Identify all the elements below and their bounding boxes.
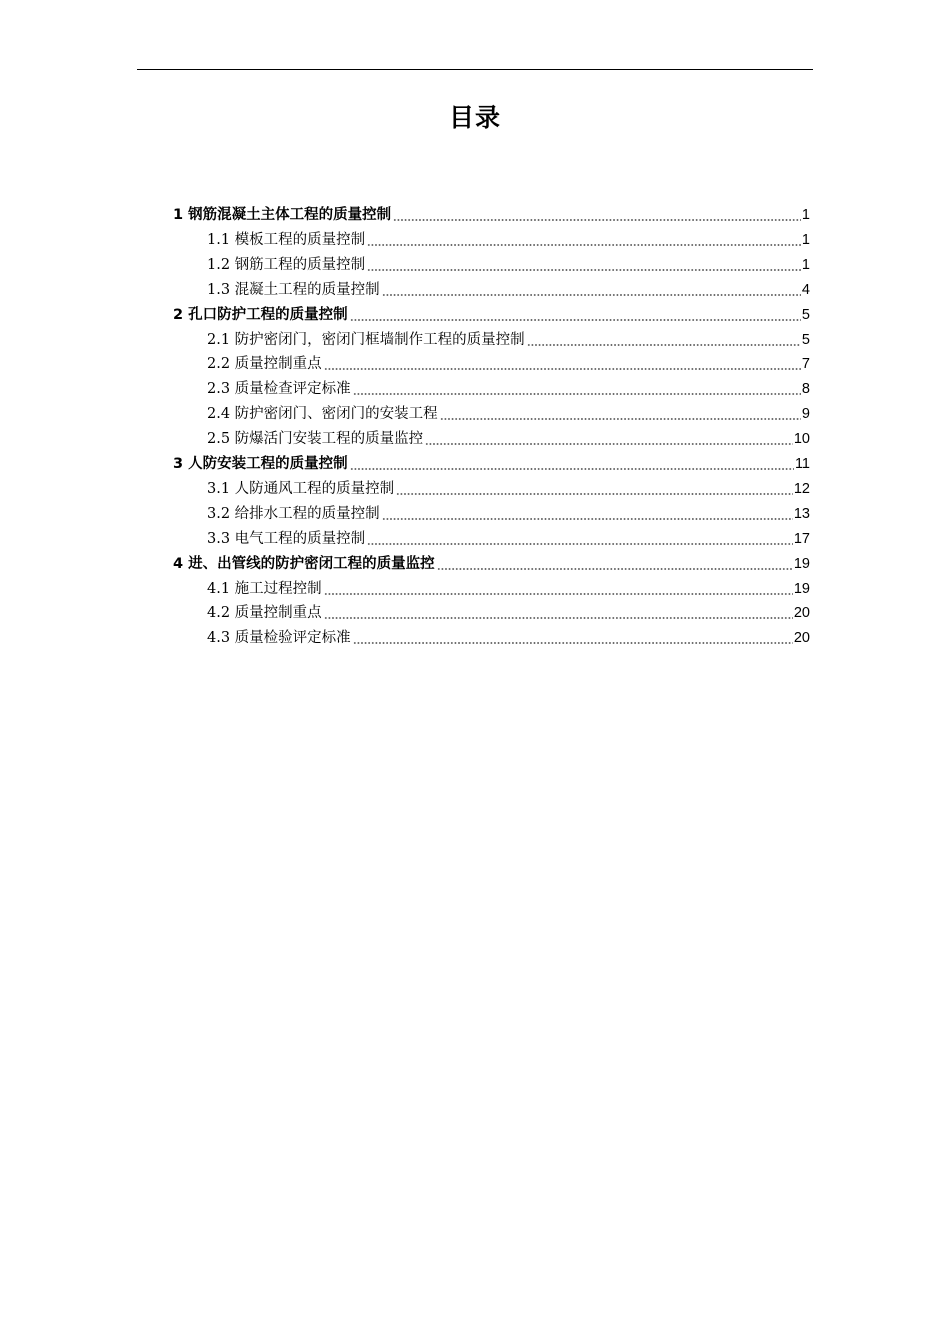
toc-dot-leader xyxy=(396,493,793,495)
toc-chapter-entry[interactable] xyxy=(173,300,810,325)
toc-section-entry[interactable] xyxy=(207,374,810,399)
toc-dot-leader xyxy=(350,319,801,321)
toc-section-entry[interactable] xyxy=(207,499,810,524)
toc-section-entry[interactable] xyxy=(207,574,810,599)
toc-entry-title: 3 人防安装工程的质量控制 xyxy=(173,456,348,472)
toc-dot-leader xyxy=(393,219,801,221)
toc-dot-leader xyxy=(324,593,793,595)
toc-page-number: 11 xyxy=(794,456,810,472)
toc-entry-title: 3.3 电气工程的质量控制 xyxy=(207,530,366,547)
toc-entry-title: 1.1 模板工程的质量控制 xyxy=(207,231,366,248)
toc-dot-leader xyxy=(353,393,801,395)
toc-chapter-entry[interactable] xyxy=(173,200,810,225)
toc-page-number: 20 xyxy=(793,630,810,647)
toc-section-entry[interactable] xyxy=(207,250,810,275)
toc-entry-title: 2.2 质量控制重点 xyxy=(207,356,322,373)
toc-page-number: 1 xyxy=(801,256,810,273)
toc-dot-leader xyxy=(440,418,801,420)
toc-dot-leader xyxy=(382,294,801,296)
toc-dot-leader xyxy=(324,617,793,619)
toc-entry-title: 4.2 质量控制重点 xyxy=(207,605,322,622)
toc-page-number: 5 xyxy=(801,331,810,348)
toc-page-number: 13 xyxy=(793,505,810,522)
toc-entry-title: 4.1 施工过程控制 xyxy=(207,580,322,597)
toc-entry-title: 2.4 防护密闭门、密闭门的安装工程 xyxy=(207,406,438,423)
toc-dot-leader xyxy=(425,443,793,445)
toc-dot-leader xyxy=(324,368,801,370)
toc-dot-leader xyxy=(353,642,793,644)
toc-dot-leader xyxy=(367,543,793,545)
toc-section-entry[interactable] xyxy=(207,424,810,449)
header-rule xyxy=(137,69,813,70)
toc-page-number: 9 xyxy=(801,406,810,423)
toc-entry-title: 4 进、出管线的防护密闭工程的质量监控 xyxy=(173,555,435,572)
toc-section-entry[interactable] xyxy=(207,325,810,350)
toc-dot-leader xyxy=(382,518,793,520)
toc-entry-title: 1.2 钢筋工程的质量控制 xyxy=(207,256,366,273)
toc-page-number: 10 xyxy=(793,431,810,448)
toc-entry-title: 3.2 给排水工程的质量控制 xyxy=(207,505,380,522)
toc-section-entry[interactable] xyxy=(207,524,810,549)
toc-section-entry[interactable] xyxy=(207,275,810,300)
toc-entry-title: 1.3 混凝土工程的质量控制 xyxy=(207,281,380,298)
toc-page-number: 8 xyxy=(801,381,810,398)
toc-section-entry[interactable] xyxy=(207,598,810,623)
toc-page-number: 7 xyxy=(801,356,810,373)
toc-entry-title: 3.1 人防通风工程的质量控制 xyxy=(207,480,395,497)
toc-entry-title: 2.5 防爆活门安装工程的质量监控 xyxy=(207,431,424,448)
toc-page-number: 20 xyxy=(793,605,810,622)
toc-page-number: 19 xyxy=(793,555,810,572)
toc-page-number: 4 xyxy=(801,281,810,298)
toc-dot-leader xyxy=(437,568,793,570)
toc-page-number: 5 xyxy=(801,306,810,323)
toc-page-number: 12 xyxy=(793,480,810,497)
toc-dot-leader xyxy=(367,269,801,271)
toc-entry-title: 4.3 质量检验评定标准 xyxy=(207,630,351,647)
toc-entry-title: 1 钢筋混凝土主体工程的质量控制 xyxy=(173,207,392,223)
toc-page-number: 17 xyxy=(793,530,810,547)
toc-section-entry[interactable] xyxy=(207,623,810,648)
toc-chapter-entry[interactable] xyxy=(173,449,810,474)
toc-section-entry[interactable] xyxy=(207,474,810,499)
toc-dot-leader xyxy=(367,244,801,246)
toc-page-number: 19 xyxy=(793,580,810,597)
toc-dot-leader xyxy=(527,344,801,346)
toc-entry-title: 2.3 质量检查评定标准 xyxy=(207,381,351,398)
toc-page-number: 1 xyxy=(801,207,810,223)
toc-section-entry[interactable] xyxy=(207,225,810,250)
toc-page-number: 1 xyxy=(801,231,810,248)
page-title: 目录 xyxy=(448,103,501,132)
toc-dot-leader xyxy=(350,468,794,470)
toc-section-entry[interactable] xyxy=(207,349,810,374)
toc-section-entry[interactable] xyxy=(207,399,810,424)
toc-entry-title: 2.1 防护密闭门，密闭门框墙制作工程的质量控制 xyxy=(207,331,525,348)
toc-chapter-entry[interactable] xyxy=(173,549,810,574)
toc-entry-title: 2 孔口防护工程的质量控制 xyxy=(173,306,348,323)
